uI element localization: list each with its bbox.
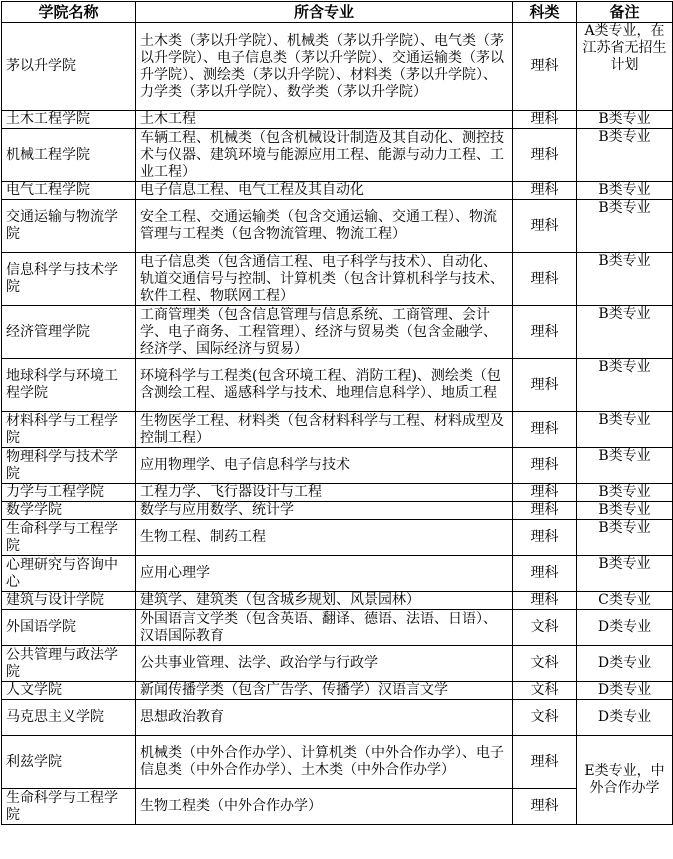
majors-cell: 工商管理类（包含信息管理与信息系统、工商管理、会计学、电子商务、工程管理）、经济与贸易类（包含金融学、经济学、国际经济与贸易） [136, 306, 513, 359]
category-cell: 理科 [513, 200, 577, 253]
notes-cell: B类专业 [577, 306, 673, 359]
college-cell: 土木工程学院 [2, 111, 136, 129]
category-cell: 理科 [513, 520, 577, 556]
college-cell: 公共管理与政法学院 [2, 646, 136, 682]
category-cell: 理科 [513, 448, 577, 484]
table-row [2, 23, 673, 111]
table-row [2, 448, 673, 484]
college-cell: 数学学院 [2, 502, 136, 520]
majors-cell: 环境科学与工程类(包含环境工程、消防工程)、测绘类（包含测绘工程、遥感科学与技术、地理信息科学）、地质工程 [136, 359, 513, 412]
table-row [2, 359, 673, 412]
notes-cell: A类专业，在江苏省无招生计划 [577, 23, 673, 111]
table-row [2, 200, 673, 253]
category-cell: 理科 [513, 592, 577, 610]
notes-cell: B类专业 [577, 111, 673, 129]
table-row [2, 520, 673, 556]
college-cell: 外国语学院 [2, 610, 136, 646]
college-cell: 物理科学与技术学院 [2, 448, 136, 484]
college-cell: 力学与工程学院 [2, 484, 136, 502]
notes-cell: B类专业 [577, 359, 673, 412]
table-row [2, 306, 673, 359]
table-row [2, 182, 673, 200]
table-row [2, 646, 673, 682]
table-row [2, 736, 673, 789]
table-row [2, 610, 673, 646]
category-cell: 理科 [513, 129, 577, 182]
notes-cell: B类专业 [577, 129, 673, 182]
header-majors: 所含专业 [136, 2, 513, 23]
notes-cell: B类专业 [577, 412, 673, 448]
majors-cell: 土木工程 [136, 111, 513, 129]
college-cell: 生命科学与工程学院 [2, 520, 136, 556]
notes-cell: D类专业 [577, 610, 673, 646]
notes-cell: B类专业 [577, 448, 673, 484]
notes-cell: D类专业 [577, 646, 673, 682]
category-cell: 理科 [513, 23, 577, 111]
category-cell: 文科 [513, 700, 577, 736]
college-cell: 材料科学与工程学院 [2, 412, 136, 448]
college-cell: 人文学院 [2, 682, 136, 700]
table-row [2, 682, 673, 700]
majors-cell: 工程力学、飞行器设计与工程 [136, 484, 513, 502]
notes-cell: D类专业 [577, 700, 673, 736]
header-college: 学院名称 [2, 2, 136, 23]
majors-cell: 土木类（茅以升学院）、机械类（茅以升学院）、电气类（茅以升学院）、电子信息类（茅以升学院）、交通运输类（茅以升学院）、测绘类（茅以升学院）、材料类（茅以升学院）、力学类（茅以升学院）、数学类（茅以升学院） [136, 23, 513, 111]
category-cell: 理科 [513, 484, 577, 502]
majors-cell: 应用心理学 [136, 556, 513, 592]
notes-cell: B类专业 [577, 182, 673, 200]
notes-cell: B类专业 [577, 200, 673, 253]
majors-cell: 新闻传播学类（包含广告学、传播学）汉语言文学 [136, 682, 513, 700]
notes-cell: B类专业 [577, 520, 673, 556]
category-cell: 理科 [513, 502, 577, 520]
majors-cell: 外国语言文学类（包含英语、翻译、德语、法语、日语）、汉语国际教育 [136, 610, 513, 646]
majors-cell: 公共事业管理、法学、政治学与行政学 [136, 646, 513, 682]
majors-cell: 车辆工程、机械类（包含机械设计制造及其自动化、测控技术与仪器、建筑环境与能源应用工程、能源与动力工程、工业工程） [136, 129, 513, 182]
category-cell: 理科 [513, 182, 577, 200]
category-cell: 理科 [513, 111, 577, 129]
college-cell: 心理研究与咨询中心 [2, 556, 136, 592]
majors-cell: 机械类（中外合作办学）、计算机类（中外合作办学）、电子信息类（中外合作办学）、土木类（中外合作办学） [136, 736, 513, 789]
majors-table [1, 1, 673, 825]
category-cell: 文科 [513, 682, 577, 700]
college-cell: 马克思主义学院 [2, 700, 136, 736]
majors-cell: 应用物理学、电子信息科学与技术 [136, 448, 513, 484]
table-row [2, 253, 673, 306]
table-row [2, 502, 673, 520]
college-cell: 生命科学与工程学院 [2, 789, 136, 825]
category-cell: 理科 [513, 253, 577, 306]
category-cell: 理科 [513, 736, 577, 789]
notes-cell: B类专业 [577, 484, 673, 502]
table-row [2, 700, 673, 736]
college-cell: 信息科学与技术学院 [2, 253, 136, 306]
table-row [2, 556, 673, 592]
notes-cell: B类专业 [577, 556, 673, 592]
header-category: 科类 [513, 2, 577, 23]
table-row [2, 592, 673, 610]
header-notes: 备注 [577, 2, 673, 23]
college-cell: 交通运输与物流学院 [2, 200, 136, 253]
table-header-row [2, 2, 673, 23]
college-cell: 电气工程学院 [2, 182, 136, 200]
notes-cell: C类专业 [577, 592, 673, 610]
category-cell: 理科 [513, 789, 577, 825]
college-cell: 建筑与设计学院 [2, 592, 136, 610]
college-cell: 茅以升学院 [2, 23, 136, 111]
majors-cell: 生物医学工程、材料类（包含材料科学与工程、材料成型及控制工程） [136, 412, 513, 448]
majors-cell: 建筑学、建筑类（包含城乡规划、风景园林） [136, 592, 513, 610]
table-row [2, 789, 673, 825]
majors-cell: 电子信息工程、电气工程及其自动化 [136, 182, 513, 200]
category-cell: 理科 [513, 412, 577, 448]
notes-cell: E类专业，中外合作办学 [577, 736, 673, 825]
college-cell: 地球科学与环境工程学院 [2, 359, 136, 412]
majors-cell: 思想政治教育 [136, 700, 513, 736]
majors-cell: 安全工程、交通运输类（包含交通运输、交通工程）、物流管理与工程类（包含物流管理、物流工程） [136, 200, 513, 253]
majors-cell: 数学与应用数学、统计学 [136, 502, 513, 520]
table-row [2, 412, 673, 448]
college-cell: 经济管理学院 [2, 306, 136, 359]
category-cell: 理科 [513, 359, 577, 412]
majors-cell: 生物工程、制药工程 [136, 520, 513, 556]
table-row [2, 484, 673, 502]
majors-cell: 电子信息类（包含通信工程、电子科学与技术）、自动化、轨道交通信号与控制、计算机类（包含计算机科学与技术、软件工程、物联网工程） [136, 253, 513, 306]
category-cell: 理科 [513, 306, 577, 359]
notes-cell: D类专业 [577, 682, 673, 700]
category-cell: 理科 [513, 556, 577, 592]
college-cell: 利兹学院 [2, 736, 136, 789]
category-cell: 文科 [513, 610, 577, 646]
category-cell: 文科 [513, 646, 577, 682]
majors-cell: 生物工程类（中外合作办学） [136, 789, 513, 825]
college-cell: 机械工程学院 [2, 129, 136, 182]
notes-cell: B类专业 [577, 502, 673, 520]
table-row [2, 111, 673, 129]
table-row [2, 129, 673, 182]
notes-cell: B类专业 [577, 253, 673, 306]
